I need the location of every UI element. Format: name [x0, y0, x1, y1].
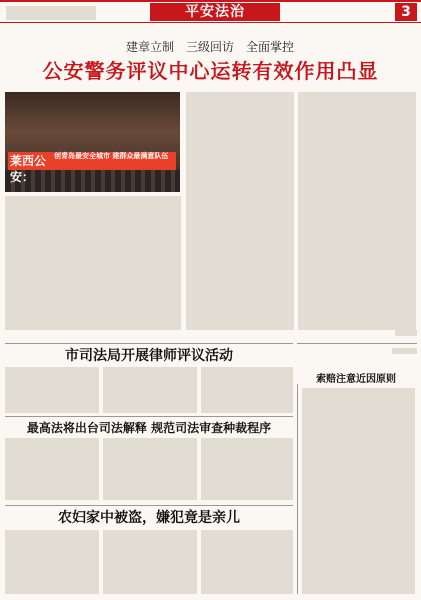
sidebar-stamp: [392, 348, 417, 354]
article-3-body-right: [201, 530, 293, 594]
photo-banner-right: 创青岛最安全城市 建群众最满意队伍: [54, 152, 169, 160]
sidebar-body: [302, 388, 415, 594]
article-3-body-mid: [103, 530, 197, 594]
section-title: 平安法治: [185, 4, 245, 20]
divider-3: [5, 505, 293, 506]
article-3-headline: 农妇家中被盗，嫌犯竟是亲儿: [58, 510, 240, 526]
masthead-rule: [0, 22, 421, 23]
page-number: 3: [395, 3, 417, 21]
article-2-body-mid: [103, 438, 197, 500]
lead-headline: 公安警务评议中心运转有效作用凸显: [42, 59, 379, 83]
article-2-headline: 最高法将出台司法解释 规范司法审查种裁程序: [26, 421, 272, 435]
sidebar-headline: 索赔注意近因原则: [316, 374, 396, 385]
lead-subhead: 建章立制 三级回访 全面掌控: [125, 40, 294, 54]
article-1-body-left: [5, 367, 99, 413]
top-rule: [0, 0, 421, 2]
divider-1: [5, 343, 293, 344]
lead-body-col-2: [186, 92, 294, 330]
lead-body-under-photo: [5, 196, 181, 330]
issue-info: [6, 6, 96, 20]
article-3-body-left: [5, 530, 99, 594]
article-2-body-left: [5, 438, 99, 500]
photo-banner-left: 莱西公安：: [10, 154, 47, 184]
lead-body-col-3: [298, 92, 416, 330]
article-2-body-right: [201, 438, 293, 500]
divider-2: [5, 416, 293, 417]
divider-sidebar: [297, 343, 417, 344]
lead-byline: [395, 330, 417, 336]
article-1-body-right: [201, 367, 293, 413]
article-1-body-mid: [103, 367, 197, 413]
article-1-headline: 市司法局开展律师评议活动: [65, 348, 233, 364]
